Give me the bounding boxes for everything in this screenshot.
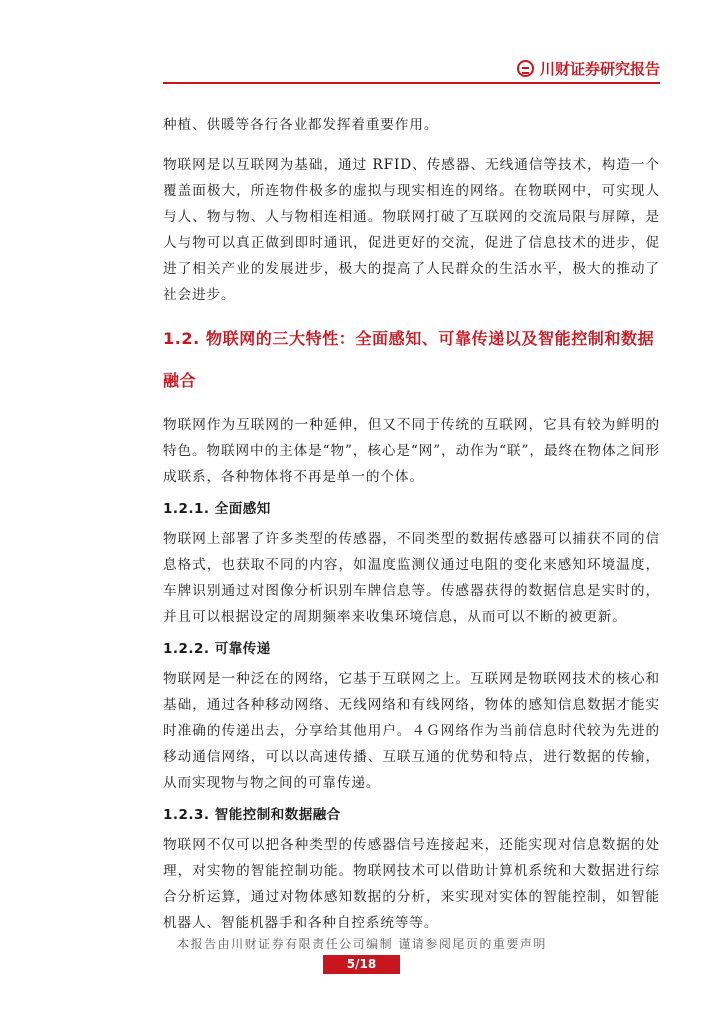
section-heading: 1.2. 物联网的三大特性：全面感知、可靠传递以及智能控制和数据融合 bbox=[163, 329, 655, 390]
subsection-heading: 1.2.1. 全面感知 bbox=[163, 501, 271, 517]
page-header bbox=[163, 54, 660, 84]
cfsc-logo-icon bbox=[517, 60, 534, 77]
paragraph: 物联网作为互联网的一种延伸，但又不同于传统的互联网，它具有较为鲜明的特色。物联网中的主体是“物”，核心是“网”，动作为“联”，最终在物体之间形成联系，各种物体将不再是单一的个体。 bbox=[163, 417, 660, 485]
subsection-heading: 1.2.3. 智能控制和数据融合 bbox=[163, 807, 341, 823]
report-body bbox=[163, 112, 660, 936]
paragraph: 物联网是以互联网为基础，通过 RFID、传感器、无线通信等技术，构造一个覆盖面极大，所连物件极多的虚拟与现实相连的网络。在物联网中，可实现人与人、物与物、人与物相连相通。物联网打破了互联网的交流局限与屏障，是人与物可以真正做到即时通讯，促进更好的交流，促进了信息技术的进步，促进了相关产业的发展进步，极大的提高了人民群众的生活水平，极大的推动了社会进步。 bbox=[163, 157, 660, 303]
paragraph: 物联网是一种泛在的网络，它基于互联网之上。互联网是物联网技术的核心和基础，通过各种移动网络、无线网络和有线网络，物体的感知信息数据才能实时准确的传递出去，分享给其他用户。４Ｇ网络作为当前信息时代较为先进的移动通信网络，可以以高速传播、互联互通的优势和特点，进行数据的传输，从而实现物与物之间的可靠传递。 bbox=[163, 671, 660, 791]
page-number: 5/18 bbox=[323, 955, 400, 974]
brand bbox=[517, 58, 660, 79]
header-divider bbox=[163, 82, 660, 84]
paragraph: 种植、供暖等各行各业都发挥着重要作用。 bbox=[163, 117, 439, 133]
subsection-heading: 1.2.2. 可靠传递 bbox=[163, 641, 271, 657]
footer-disclaimer: 本报告由川财证券有限责任公司编制 谨请参阅尾页的重要声明 bbox=[177, 937, 547, 951]
paragraph: 物联网不仅可以把各种类型的传感器信号连接起来，还能实现对信息数据的处理，对实物的智能控制功能。物联网技术可以借助计算机系统和大数据进行综合分析运算，通过对物体感知数据的分析，来实现对实体的智能控制，如智能机器人、智能机器手和各种自控系统等等。 bbox=[163, 837, 660, 931]
brand-name: 川财证券研究报告 bbox=[539, 60, 660, 78]
paragraph: 物联网上部署了许多类型的传感器，不同类型的数据传感器可以捕获不同的信息格式，也获取不同的内容，如温度监测仪通过电阻的变化来感知环境温度，车牌识别通过对图像分析识别车牌信息等。传感器获得的数据信息是实时的，并且可以根据设定的周期频率来收集环境信息，从而可以不断的被更新。 bbox=[163, 531, 660, 625]
